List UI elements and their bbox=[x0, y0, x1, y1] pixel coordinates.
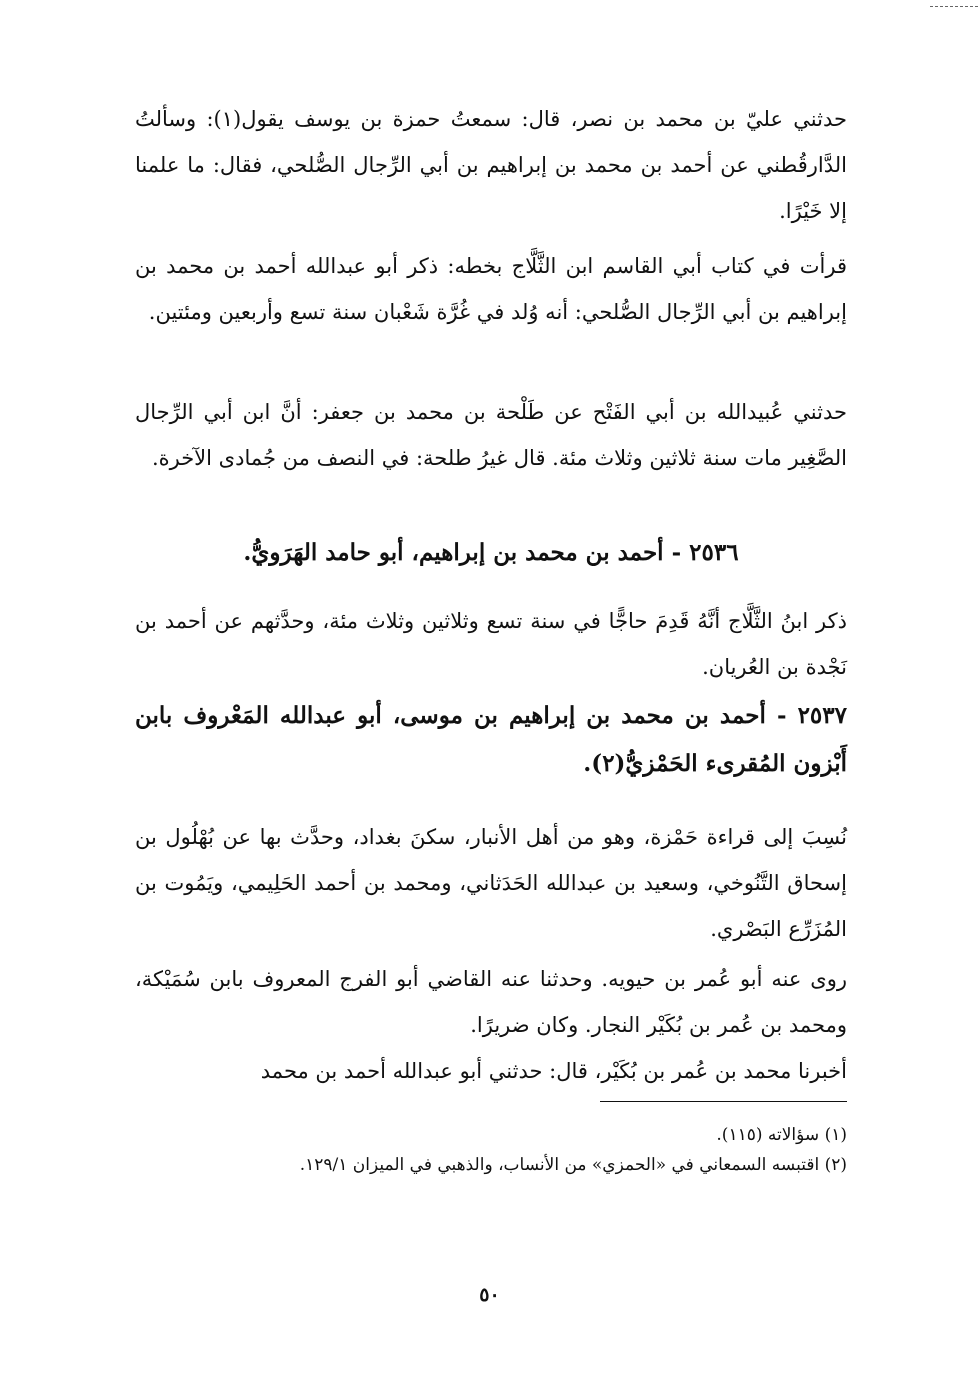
paragraph-6 bbox=[135, 956, 847, 1048]
footnotes bbox=[200, 1120, 847, 1180]
paragraph-text: نُسِبَ إلى قراءة حَمْزة، وهو من أهل الأنبار، سكنَ بغداد، وحدَّث بها عن بُهْلُول بن إسحاق التَّنُوخي، وسعيد بن عبدالله الحَدَثاني، ومحمد بن أحمد الحَلِيمي، ويَمُوت بن المُزَرِّع البَصْري. bbox=[135, 825, 847, 941]
entry-heading-text: ٢٥٣٧ - أحمد بن محمد بن إبراهيم بن موسى، أبو عبدالله المَعْروف بابن أَبْزون المُقرىء الحَمْزيُّ(٢). bbox=[135, 702, 847, 777]
footnote-separator bbox=[600, 1101, 847, 1102]
paragraph-5 bbox=[135, 814, 847, 952]
entry-heading-2536 bbox=[135, 529, 847, 577]
paragraph-text: حدثني عُبيدالله بن أبي الفَتْح عن طَلْحة بن محمد بن جعفر: أنَّ ابن أبي الرِّجال الصَّغِير مات سنة ثلاثين وثلاث مئة. قال غيرُ طلحة: في النصف من جُمادى الآخرة. bbox=[135, 400, 847, 470]
paragraph-text: أخبرنا محمد بن عُمر بن بُكَيْر، قال: حدثني أبو عبدالله أحمد بن محمد bbox=[260, 1059, 847, 1083]
top-corner-rule bbox=[930, 6, 978, 7]
paragraph-text: حدثني عليّ بن محمد بن نصر، قال: سمعتُ حمزة بن يوسف يقول(١): وسألتُ الدَّارقُطني عن أحمد بن محمد بن إبراهيم بن أبي الرِّجال الصُّلحي، فقال: ما علمنا إلا خَيْرًا. bbox=[135, 107, 847, 223]
paragraph-2 bbox=[135, 243, 847, 335]
paragraph-text: ذكر ابنُ الثَّلَّاج أنَّهُ قَدِمَ حاجًّا في سنة تسع وثلاثين وثلاث مئة، وحدَّثهم عن أحمد بن نَجْدة بن العُريان. bbox=[135, 609, 847, 679]
paragraph-text: قرأت في كتاب أبي القاسم ابن الثَّلَّاج بخطه: ذكر أبو عبدالله أحمد بن محمد بن إبراهيم بن أبي الرِّجال الصُّلحي: أنه وُلد في غُرَّة شَعْبان سنة تسع وأربعين ومئتين. bbox=[135, 254, 847, 324]
paragraph-4 bbox=[135, 598, 847, 690]
entry-heading-2537 bbox=[135, 692, 847, 788]
entry-heading-text: ٢٥٣٦ - أحمد بن محمد بن إبراهيم، أبو حامد الهَرَويُّ. bbox=[243, 539, 739, 566]
footnote-1: (١) سؤالاته (١١٥). bbox=[716, 1125, 847, 1145]
paragraph-text: روى عنه أبو عُمر بن حيويه. وحدثنا عنه القاضي أبو الفرج المعروف بابن سُمَيْكة، ومحمد بن عُمر بن بُكَيْر النجار. وكان ضريرًا. bbox=[135, 967, 847, 1037]
paragraph-7 bbox=[135, 1048, 847, 1094]
footnote-2: (٢) اقتبسه السمعاني في «الحمزي» من الأنساب، والذهبي في الميزان ١٢٩/١. bbox=[299, 1155, 847, 1175]
paragraph-1 bbox=[135, 96, 847, 234]
paragraph-3 bbox=[135, 389, 847, 481]
page-number: ٥٠ bbox=[479, 1284, 500, 1306]
